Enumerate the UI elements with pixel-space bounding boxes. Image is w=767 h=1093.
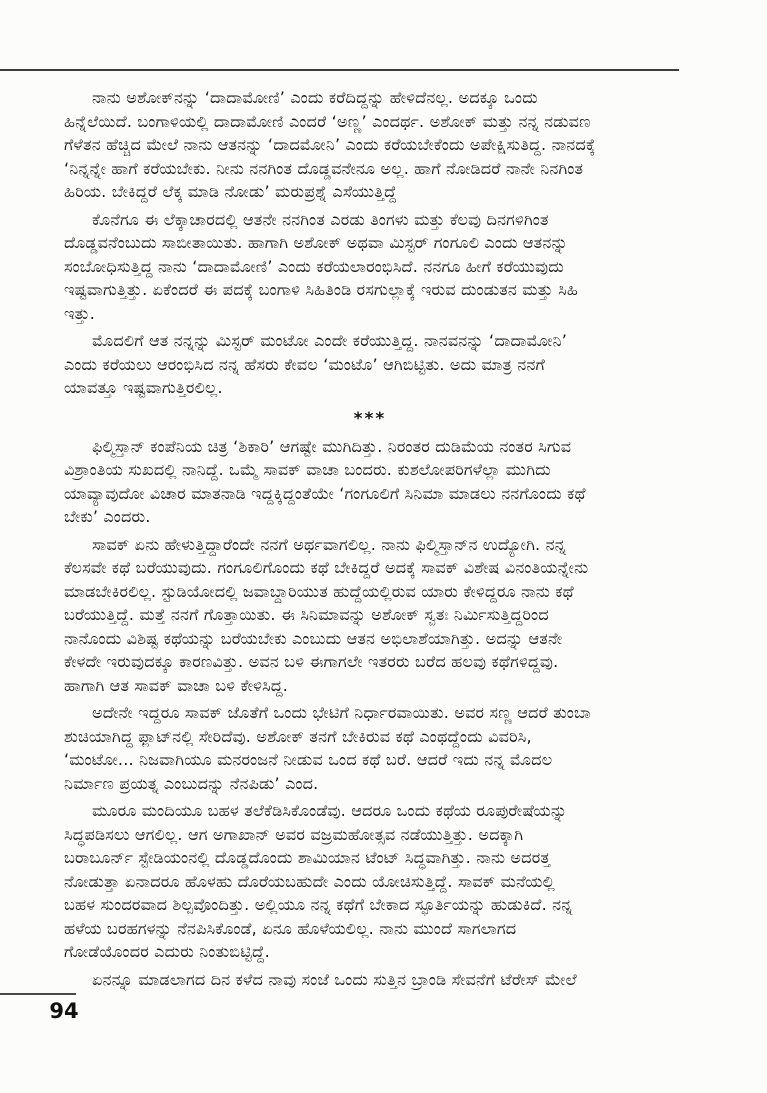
text-line: ಮಾಡಬೇಕಿರಲಿಲ್ಲ. ಸ್ಟುಡಿಯೋದಲ್ಲಿ ಜವಾಬ್ದಾರಿಯುತ ಹುದ್ದೆಯಲ್ಲಿರುವ ಯಾರು ಕೇಳಿದ್ದರೂ ನಾನು ಕಥೆ <box>64 581 574 601</box>
text-line: ಇತ್ತು. <box>64 303 96 323</box>
text-line: ಯಾವ್ಯಾವುದೋ ವಿಚಾರ ಮಾತನಾಡಿ ಇದ್ದಕ್ಕಿದ್ದಂತೆಯೇ ‘ಗಂಗೂಲಿಗೆ ಸಿನಿಮಾ ಮಾಡಲು ನನಗೊಂದು ಕಥೆ <box>64 483 586 503</box>
text-line: ಸಿದ್ಧಪಡಿಸಲು ಆಗಲಿಲ್ಲ. ಆಗ ಅಗಾಖಾನ್ ಅವರ ವಜ್ರಮಹೋತ್ಸವ ನಡೆಯುತ್ತಿತ್ತು. ಅದಕ್ಕಾಗಿ <box>64 824 524 844</box>
text-line: ಇಷ್ಟವಾಗುತ್ತಿತ್ತು. ಏಕೆಂದರೆ ಈ ಪದಕ್ಕೆ ಬಂಗಾಳಿ ಸಿಹಿತಿಂಡಿ ರಸಗುಲ್ಲಾಕ್ಕೆ ಇರುವ ದುಂಡುತನ ಮತ್ತು ಸಿಹಿ <box>64 280 579 299</box>
paragraph <box>64 435 716 529</box>
text-line: ದೊಡ್ಡವನೆಂಬುದು ಸಾಬೀತಾಯಿತು. ಹಾಗಾಗಿ ಅಶೋಕ್ ಅಥವಾ ಮಿಸ್ಟರ್ ಗಂಗೂಲಿ ಎಂದು ಆತನನ್ನು <box>64 233 568 252</box>
paragraph <box>64 208 716 326</box>
text-line: ಬಹಳ ಸುಂದರವಾದ ಶಿಲ್ಪವೊಂದಿತ್ತು. ಅಲ್ಲಿಯೂ ನನ್ನ ಕಥೆಗೆ ಬೇಕಾದ ಸ್ಫೂರ್ತಿಯನ್ನು ಹುಡುಕಿದೆ. ನನ್ನ <box>64 895 573 914</box>
text-line: ಅದೇನೇ ಇದ್ದರೂ ಸಾವಕ್ ಜೊತೆಗೆ ಒಂದು ಭೇಟಿಗೆ ನಿರ್ಧಾರವಾಯಿತು. ಅವರ ಸಣ್ಣ ಆದರೆ ತುಂಬಾ <box>92 703 591 722</box>
paragraph <box>64 533 716 698</box>
text-line: ಹಿನ್ನೆಲೆಯಿದೆ. ಬಂಗಾಳಿಯಲ್ಲಿ ದಾದಾಮೋಣಿ ಎಂದರೆ ‘ಅಣ್ಣ’ ಎಂದರ್ಥ. ಅಶೋಕ್ ಮತ್ತು ನನ್ನ ನಡುವಣ <box>64 111 591 131</box>
text-line: ಎಂದು ಕರೆಯಲು ಆರಂಭಿಸಿದ ನನ್ನ ಹೆಸರು ಕೇವಲ ‘ಮಂಟೊ’ ಆಗಿಬಿಟ್ಟಿತು. ಅದು ಮಾತ್ರ ನನಗೆ <box>64 354 545 374</box>
text-line: ಮೂರೂ ಮಂದಿಯೂ ಬಹಳ ತಲೆಕೆಡಿಸಿಕೊಂಡೆವು. ಆದರೂ ಒಂದು ಕಥೆಯ ರೂಪುರೇಷೆಯನ್ನು <box>92 801 568 820</box>
text-line: ಗೋಡೆಯೊಂದರ ಎದುರು ನಿಂತುಬಿಟ್ಟಿದ್ದೆ. <box>64 942 270 961</box>
paragraph <box>64 968 716 992</box>
text-line: ಬೇಕು’ ಎಂದರು. <box>64 507 151 526</box>
footer-rule <box>0 993 76 995</box>
header-rule <box>0 69 679 71</box>
paragraph <box>64 799 716 964</box>
section-separator-asterisks: *** <box>353 408 387 429</box>
text-line: ನೋಡುತ್ತಾ ಏನಾದರೂ ಹೊಳಹು ದೊರೆಯಬಹುದೇ ಎಂದು ಯೋಚಿಸುತ್ತಿದ್ದೆ. ಸಾವಕ್ ಮನೆಯಲ್ಲಿ <box>64 871 555 891</box>
text-line: ಶುಚಿಯಾಗಿದ್ದ ಫ್ಲಾಟ್‌ನಲ್ಲಿ ಸೇರಿದೆವು. ಅಶೋಕ್ ತನಗೆ ಬೇಕಿರುವ ಕಥೆ ಎಂಥದ್ದೆಂದು ವಿವರಿಸಿ, <box>64 726 532 746</box>
text-line: ಬರೆಯುತ್ತಿದ್ದೆ. ಮತ್ತೆ ನನಗೆ ಗೊತ್ತಾಯಿತು. ಈ ಸಿನಿಮಾವನ್ನು ಅಶೋಕ್ ಸ್ವತಃ ನಿರ್ಮಿಸುತ್ತಿದ್ದರಿಂದ <box>64 605 549 624</box>
paragraph <box>64 329 716 400</box>
text-line: ಸಾವಕ್ ಏನು ಹೇಳುತ್ತಿದ್ದಾರೆಂದೇ ನನಗೆ ಅರ್ಥವಾಗಲಿಲ್ಲ. ನಾನು ಫಿಲ್ಮಿಸ್ತಾನ್‌ನ ಉದ್ಯೋಗಿ. ನನ್ನ <box>92 534 566 554</box>
text-line: ಏನನ್ನೂ ಮಾಡಲಾಗದ ದಿನ ಕಳೆದ ನಾವು ಸಂಜೆ ಒಂದು ಸುತ್ತಿನ ಬ್ರಾಂಡಿ ಸೇವನೆಗೆ ಟೆರೇಸ್ ಮೇಲೆ <box>92 969 577 989</box>
text-line: ಗೆಳೆತನ ಹೆಚ್ಚಿದ ಮೇಲೆ ನಾನು ಆತನನ್ನು ‘ದಾದಮೋನಿ’ ಎಂದು ಕರೆಯಬೇಕೆಂದು ಅಪೇಕ್ಷಿಸುತಿದ್ದ. ನಾನದಕ್ಕೆ <box>64 135 596 154</box>
paragraph <box>64 701 716 795</box>
text-line: ಕೇಳದೇ ಇರುವುದಕ್ಕೂ ಕಾರಣವಿತ್ತು. ಅವನ ಬಳಿ ಈಗಾಗಲೇ ಇತರರು ಬರೆದ ಹಲವು ಕಥೆಗಳಿದ್ದವು. <box>64 652 559 671</box>
text-line: ನಾನೊಂದು ವಿಶಿಷ್ಟ ಕಥೆಯನ್ನು ಬರೆಯಬೇಕು ಎಂಬುದು ಆತನ ಅಭಿಲಾಶೆಯಾಗಿತ್ತು. ಅದನ್ನು ಆತನೇ <box>64 628 563 648</box>
page-number: 94 <box>49 999 79 1023</box>
paragraph <box>64 86 716 204</box>
text-line: ‘ನಿನ್ನನ್ನೇ ಹಾಗೆ ಕರೆಯಬೇಕು. ನೀನು ನನಗಿಂತ ದೊಡ್ಡವನೇನೂ ಅಲ್ಲ. ಹಾಗೆ ನೋಡಿದರೆ ನಾನೇ ನಿನಗಿಂತ <box>64 158 584 178</box>
text-line: ‘ಮಂಟೋ... ನಿಜವಾಗಿಯೂ ಮನರಂಜನೆ ನೀಡುವ ಒಂದ ಕಥೆ ಬರೆ. ಆದರೆ ಇದು ನನ್ನ ಮೊದಲ <box>64 750 553 769</box>
text-line: ಸಂಬೋಧಿಸುತ್ತಿದ್ದ ನಾನು ‘ದಾದಾಮೋಣಿ’ ಎಂದು ಕರೆಯಲಾರಂಭಿಸಿದೆ. ನನಗೂ ಹೀಗೆ ಕರೆಯುವುದು <box>64 256 564 276</box>
text-line: ಕೆಲಸವೇ ಕಥೆ ಬರೆಯುವುದು. ಗಂಗೂಲಿಗೊಂದು ಕಥೆ ಬೇಕಿದ್ದರೆ ಅದಕ್ಕೆ ಸಾವಕ್ ವಿಶೇಷ ವಿನಂತಿಯನ್ನೇನು <box>64 558 589 577</box>
text-line: ಬರಾಬೂರ್ನ್ ಸ್ಟೇಡಿಯಂನಲ್ಲಿ ದೊಡ್ಡದೊಂದು ಶಾಮಿಯಾನ ಟೆಂಟ್ ಸಿದ್ಧವಾಗಿತ್ತು. ನಾನು ಅದರತ್ತ <box>64 848 551 867</box>
text-line: ಫಿಲ್ಮಿಸ್ತಾನ್ ಕಂಪೆನಿಯ ಚಿತ್ರ ‘ಶಿಕಾರಿ’ ಆಗಷ್ಟೇ ಮುಗಿದಿತ್ತು. ನಿರಂತರ ದುಡಿಮೆಯ ನಂತರ ಸಿಗುವ <box>92 436 572 456</box>
text-line: ನಾನು ಅಶೋಕ್‌ನನ್ನು ‘ದಾದಾಮೋಣಿ’ ಎಂದು ಕರೆದಿದ್ದನ್ನು ಹೇಳಿದೆನಲ್ಲ. ಅದಕ್ಕೂ ಒಂದು <box>92 88 538 107</box>
text-line: ಕೊನೆಗೂ ಈ ಲೆಕ್ಕಾಚಾರದಲ್ಲಿ ಆತನೇ ನನಗಿಂತ ಎರಡು ತಿಂಗಳು ಮತ್ತು ಕೆಲವು ದಿನಗಳಿಗಿಂತ <box>92 209 549 229</box>
page-text <box>64 86 716 1011</box>
text-line: ನಿರ್ಮಾಣ ಪ್ರಯತ್ನ ಎಂಬುದನ್ನು ನೆನಪಿಡು’ ಎಂದ. <box>64 773 319 793</box>
text-line: ವಿಶ್ರಾಂತಿಯ ಸುಖದಲ್ಲಿ ನಾನಿದ್ದೆ. ಒಮ್ಮೆ ಸಾವಕ್ ವಾಚಾ ಬಂದರು. ಕುಶಲೋಪರಿಗಳೆಲ್ಲಾ ಮುಗಿದು <box>64 460 551 479</box>
text-line: ಮೊದಲಿಗೆ ಆತ ನನ್ನನ್ನು ಮಿಸ್ಟರ್ ಮಂಟೋ ಎಂದೇ ಕರೆಯುತ್ತಿದ್ದ. ನಾನವನನ್ನು ‘ದಾದಾಮೋನಿ’ <box>92 331 567 350</box>
text-line: ಹಳೆಯ ಬರಹಗಳನ್ನು ನೆನಪಿಸಿಕೊಂಡೆ, ಏನೂ ಹೊಳೆಯಲಿಲ್ಲ. ನಾನು ಮುಂದೆ ಸಾಗಲಾಗದ <box>64 918 517 938</box>
text-line: ಹಿರಿಯ. ಬೇಕಿದ್ದರೆ ಲೆಕ್ಕ ಮಾಡಿ ನೋಡು’ ಮರುಪ್ರಶ್ನೆ ಎಸೆಯುತ್ತಿದ್ದೆ <box>64 182 397 201</box>
text-line: ಯಾವತ್ತೂ ಇಷ್ಟವಾಗುತ್ತಿರಲಿಲ್ಲ. <box>64 378 223 397</box>
text-line: ಹಾಗಾಗಿ ಆತ ಸಾವಕ್ ವಾಚಾ ಬಳಿ ಕೇಳಿಸಿದ್ದ. <box>64 675 289 695</box>
